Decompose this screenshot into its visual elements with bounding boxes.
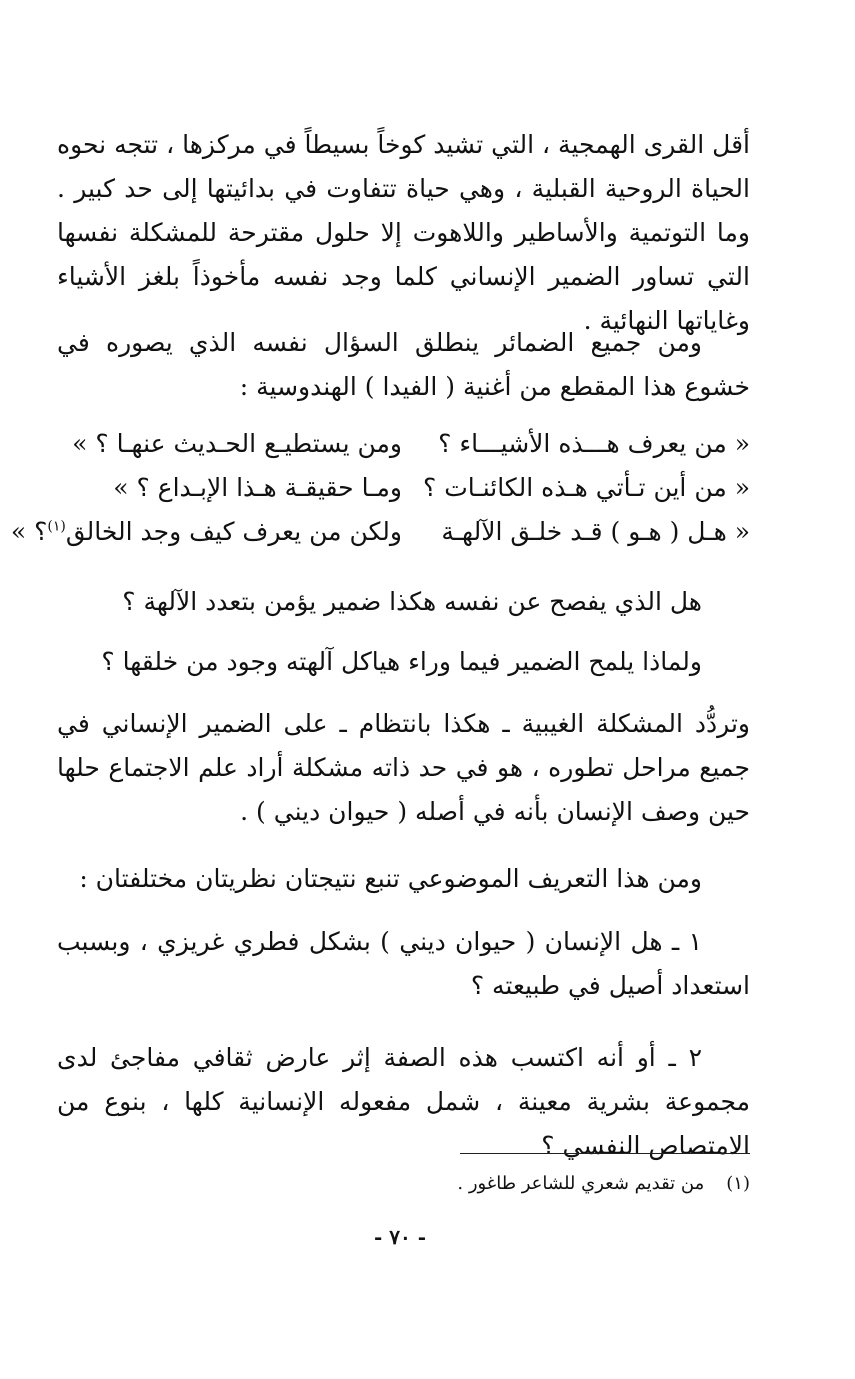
paragraph-3: هل الذي يفصح عن نفسه هكذا ضمير يؤمن بتعدد الآلهة ؟ xyxy=(122,587,702,616)
paragraph-8: ٢ ـ أو أنه اكتسب هذه الصفة إثر عارض ثقافي مفاجئ لدى مجموعة بشرية معينة ، شمل مفعوله الإنسانية كلها ، بنوع من الامتصاص النفسي ؟ xyxy=(57,1043,750,1160)
poem-line-2-second-half: ومـا حقيقـة هـذا الإبـداع ؟ » xyxy=(113,473,402,502)
poem-line-3-second-half xyxy=(10,510,402,554)
footnote-number: (١) xyxy=(726,1173,750,1194)
poem-line-1 xyxy=(57,422,750,466)
footnote-text: من تقديم شعري للشاعر طاغور . xyxy=(457,1173,705,1194)
poem-line-3-closing: ؟ » xyxy=(10,517,48,546)
poem-line-2 xyxy=(57,466,750,510)
poem-line-1-first-half: « من يعرف هـــذه الأشيـــاء ؟ xyxy=(438,429,750,458)
poem-line-1-second-half: ومن يستطيـع الحـديث عنهـا ؟ » xyxy=(72,429,402,458)
poem-line-3 xyxy=(10,510,750,554)
poem-stanza xyxy=(10,422,750,554)
poem-line-3-second-text: ولكن من يعرف كيف وجد الخالق xyxy=(65,517,402,546)
paragraph-4: ولماذا يلمح الضمير فيما وراء هياكل آلهته وجود من خلقها ؟ xyxy=(101,647,702,676)
footnote xyxy=(57,1170,750,1198)
footnote-divider xyxy=(460,1153,750,1154)
paragraph-1: أقل القرى الهمجية ، التي تشيد كوخاً بسيطاً في مركزها ، تتجه نحوه الحياة الروحية القبلية ، وهي حياة تتفاوت في بدائيتها إلى حد كبير . وما التوتمية والأساطير واللاهوت إلا حلول مقترحة للمشكلة نفسها التي تساور الضمير الإنساني كلما وجد نفسه مأخوذاً بلغز الأشياء وغاياتها النهائية . xyxy=(57,130,750,335)
footnote-reference[interactable]: (١) xyxy=(47,518,66,535)
paragraph-5: وتردُّد المشكلة الغيبية ـ هكذا بانتظام ـ على الضمير الإنساني في جميع مراحل تطوره ، هو في حد ذاته مشكلة أراد علم الاجتماع حلها حين وصف الإنسان بأنه في أصله ( حيوان ديني ) . xyxy=(57,709,750,826)
paragraph-6: ومن هذا التعريف الموضوعي تنبع نتيجتان نظريتان مختلفتان : xyxy=(79,864,702,893)
poem-line-3-first-half: « هـل ( هـو ) قـد خلـق الآلهـة xyxy=(441,517,750,546)
poem-line-2-first-half: « من أين تـأتي هـذه الكائنـات ؟ xyxy=(423,473,750,502)
page-number: - ٧٠ - xyxy=(373,1225,426,1249)
paragraph-7: ١ ـ هل الإنسان ( حيوان ديني ) بشكل فطري غريزي ، وبسبب استعداد أصيل في طبيعته ؟ xyxy=(57,927,750,1000)
paragraph-2: ومن جميع الضمائر ينطلق السؤال نفسه الذي يصوره في خشوع هذا المقطع من أغنية ( الفيدا ) الهندوسية : xyxy=(57,328,750,401)
